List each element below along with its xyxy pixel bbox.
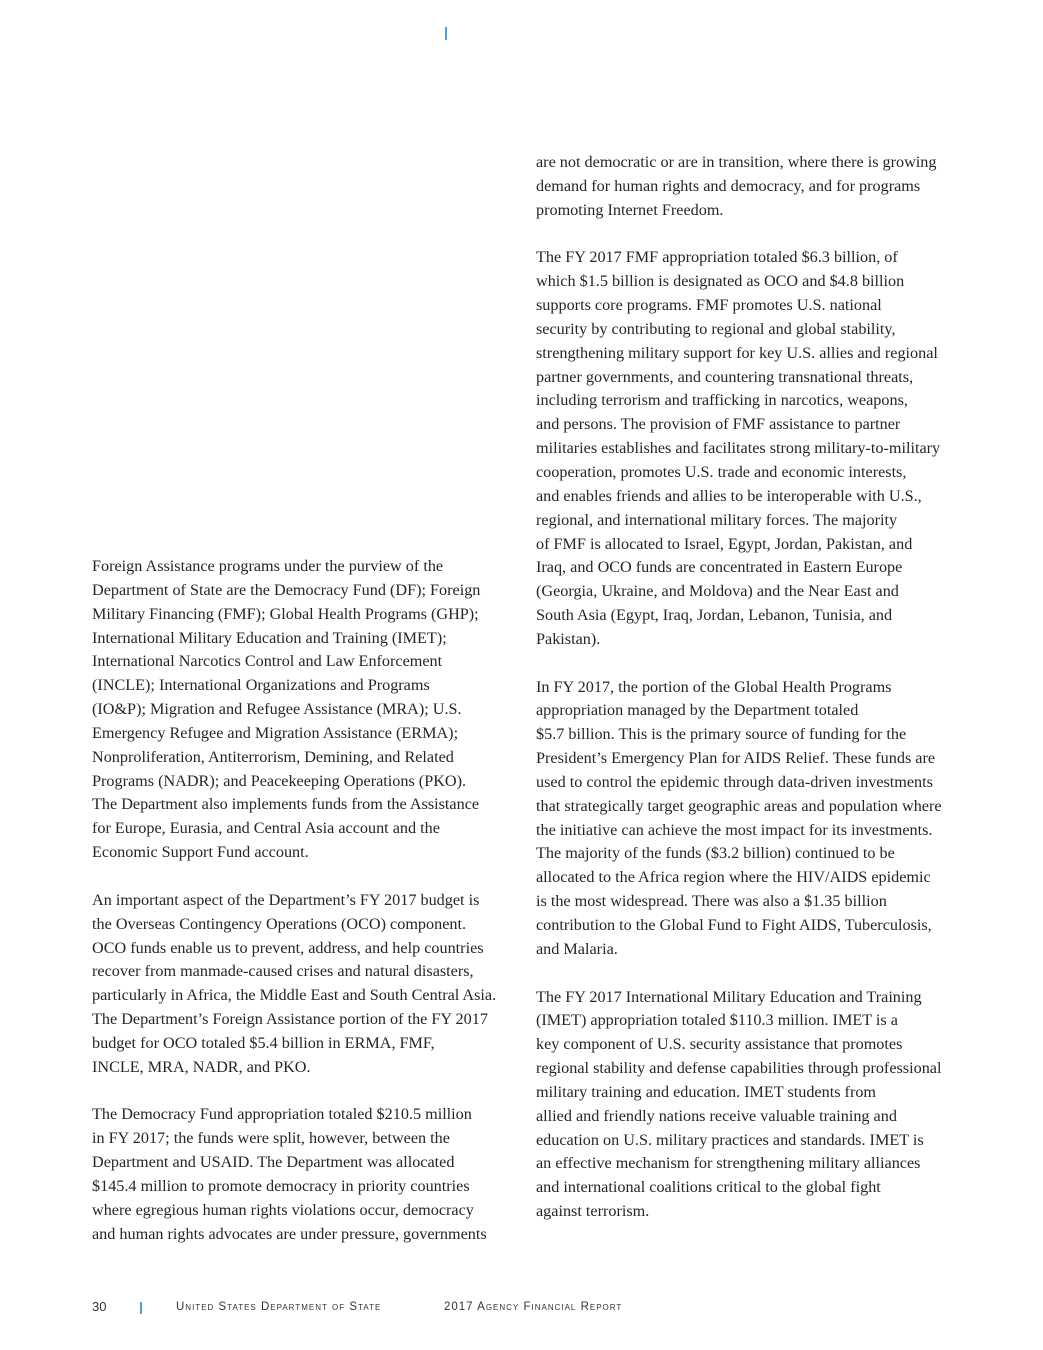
footer-organization: United States Department of State bbox=[176, 1301, 382, 1313]
left-text-column bbox=[92, 555, 522, 1246]
paragraph-foreign-assistance-programs: Foreign Assistance programs under the purview of the Department of State are the Democracy Fund (DF); Foreign Military Financing (FMF); Global Health Programs (GHP); International Military Education and Training (IMET); International Narcotics Control and Law Enforcement (INCLE); International Organizations and Programs (IO&P); Migration and Refugee Assistance (MRA); U.S. Emergency Refugee and Migration Assistance (ERMA); Nonproliferation, Antiterrorism, Demining, and Related Programs (NADR); and Peacekeeping Operations (PKO). The Department also implements funds from the Assistance for Europe, Eurasia, and Central Asia account and the Economic Support Fund account. bbox=[92, 557, 481, 862]
paragraph-imet-appropriation: The FY 2017 International Military Education and Training (IMET) appropriation totaled $110.3 million. IMET is a key component of U.S. security assistance that promotes regional stability and defense capabilities through professional military training and education. IMET students from allied and friendly nations receive valuable training and education on U.S. military practices and standards. IMET is an effective mechanism for strengthening military alliances and international coalitions critical to the global fight against terrorism. bbox=[536, 987, 942, 1221]
header-divider bbox=[445, 27, 447, 40]
page-number: 30 bbox=[92, 1299, 107, 1314]
paragraph-global-health-programs: In FY 2017, the portion of the Global Health Programs appropriation managed by the Department totaled $5.7 billion. This is the primary source of funding for the President’s Emergency Plan for AIDS Relief. These funds are used to control the epidemic through data-driven investments that strategically target geographic areas and population where the initiative can achieve the most impact for its investments. The majority of the funds ($3.2 billion) continued to be allocated to the Africa region where the HIV/AIDS epidemic is the most widespread. There was also a $1.35 billion contribution to the Global Fund to Fight AIDS, Tuberculosis, and Malaria. bbox=[536, 677, 942, 958]
page-footer bbox=[0, 1299, 1043, 1319]
paragraph-fmf-appropriation: The FY 2017 FMF appropriation totaled $6.3 billion, of which $1.5 billion is designated as OCO and $4.8 billion supports core programs. FMF promotes U.S. national security by contributing to regional and global stability, strengthening military support for key U.S. allies and regional partner governments, and countering transnational threats, including terrorism and trafficking in narcotics, weapons, and persons. The provision of FMF assistance to partner militaries establishes and facilitates strong military-to-military cooperation, promotes U.S. trade and economic interests, and enables friends and allies to be interoperable with U.S., regional, and international military forces. The majority of FMF is allocated to Israel, Egypt, Jordan, Pakistan, and Iraq, and OCO funds are concentrated in Eastern Europe (Georgia, Ukraine, and Moldova) and the Near East and South Asia (Egypt, Iraq, Jordan, Lebanon, Tunisia, and Pakistan). bbox=[536, 248, 941, 648]
paragraph-democracy-fund: The Democracy Fund appropriation totaled $210.5 million in FY 2017; the funds were split, however, between the Department and USAID. The Department was allocated $145.4 million to promote democracy in priority countries where egregious human rights violations occur, democracy and human rights advocates are under pressure, governments bbox=[92, 1105, 487, 1243]
paragraph-democracy-fund-continued: are not democratic or are in transition, where there is growing demand for human rights and democracy, and for programs promoting Internet Freedom. bbox=[536, 153, 937, 219]
footer-divider bbox=[140, 1302, 142, 1314]
paragraph-oco-component: An important aspect of the Department’s FY 2017 budget is the Overseas Contingency Operations (OCO) component. OCO funds enable us to prevent, address, and help countries recover from manmade-caused crises and natural disasters, particularly in Africa, the Middle East and South Central Asia. The Department’s Foreign Assistance portion of the FY 2017 budget for OCO totaled $5.4 billion in ERMA, FMF, INCLE, MRA, NADR, and PKO. bbox=[92, 890, 497, 1076]
footer-report-title: 2017 Agency Financial Report bbox=[444, 1301, 623, 1313]
right-text-column bbox=[536, 151, 976, 1224]
